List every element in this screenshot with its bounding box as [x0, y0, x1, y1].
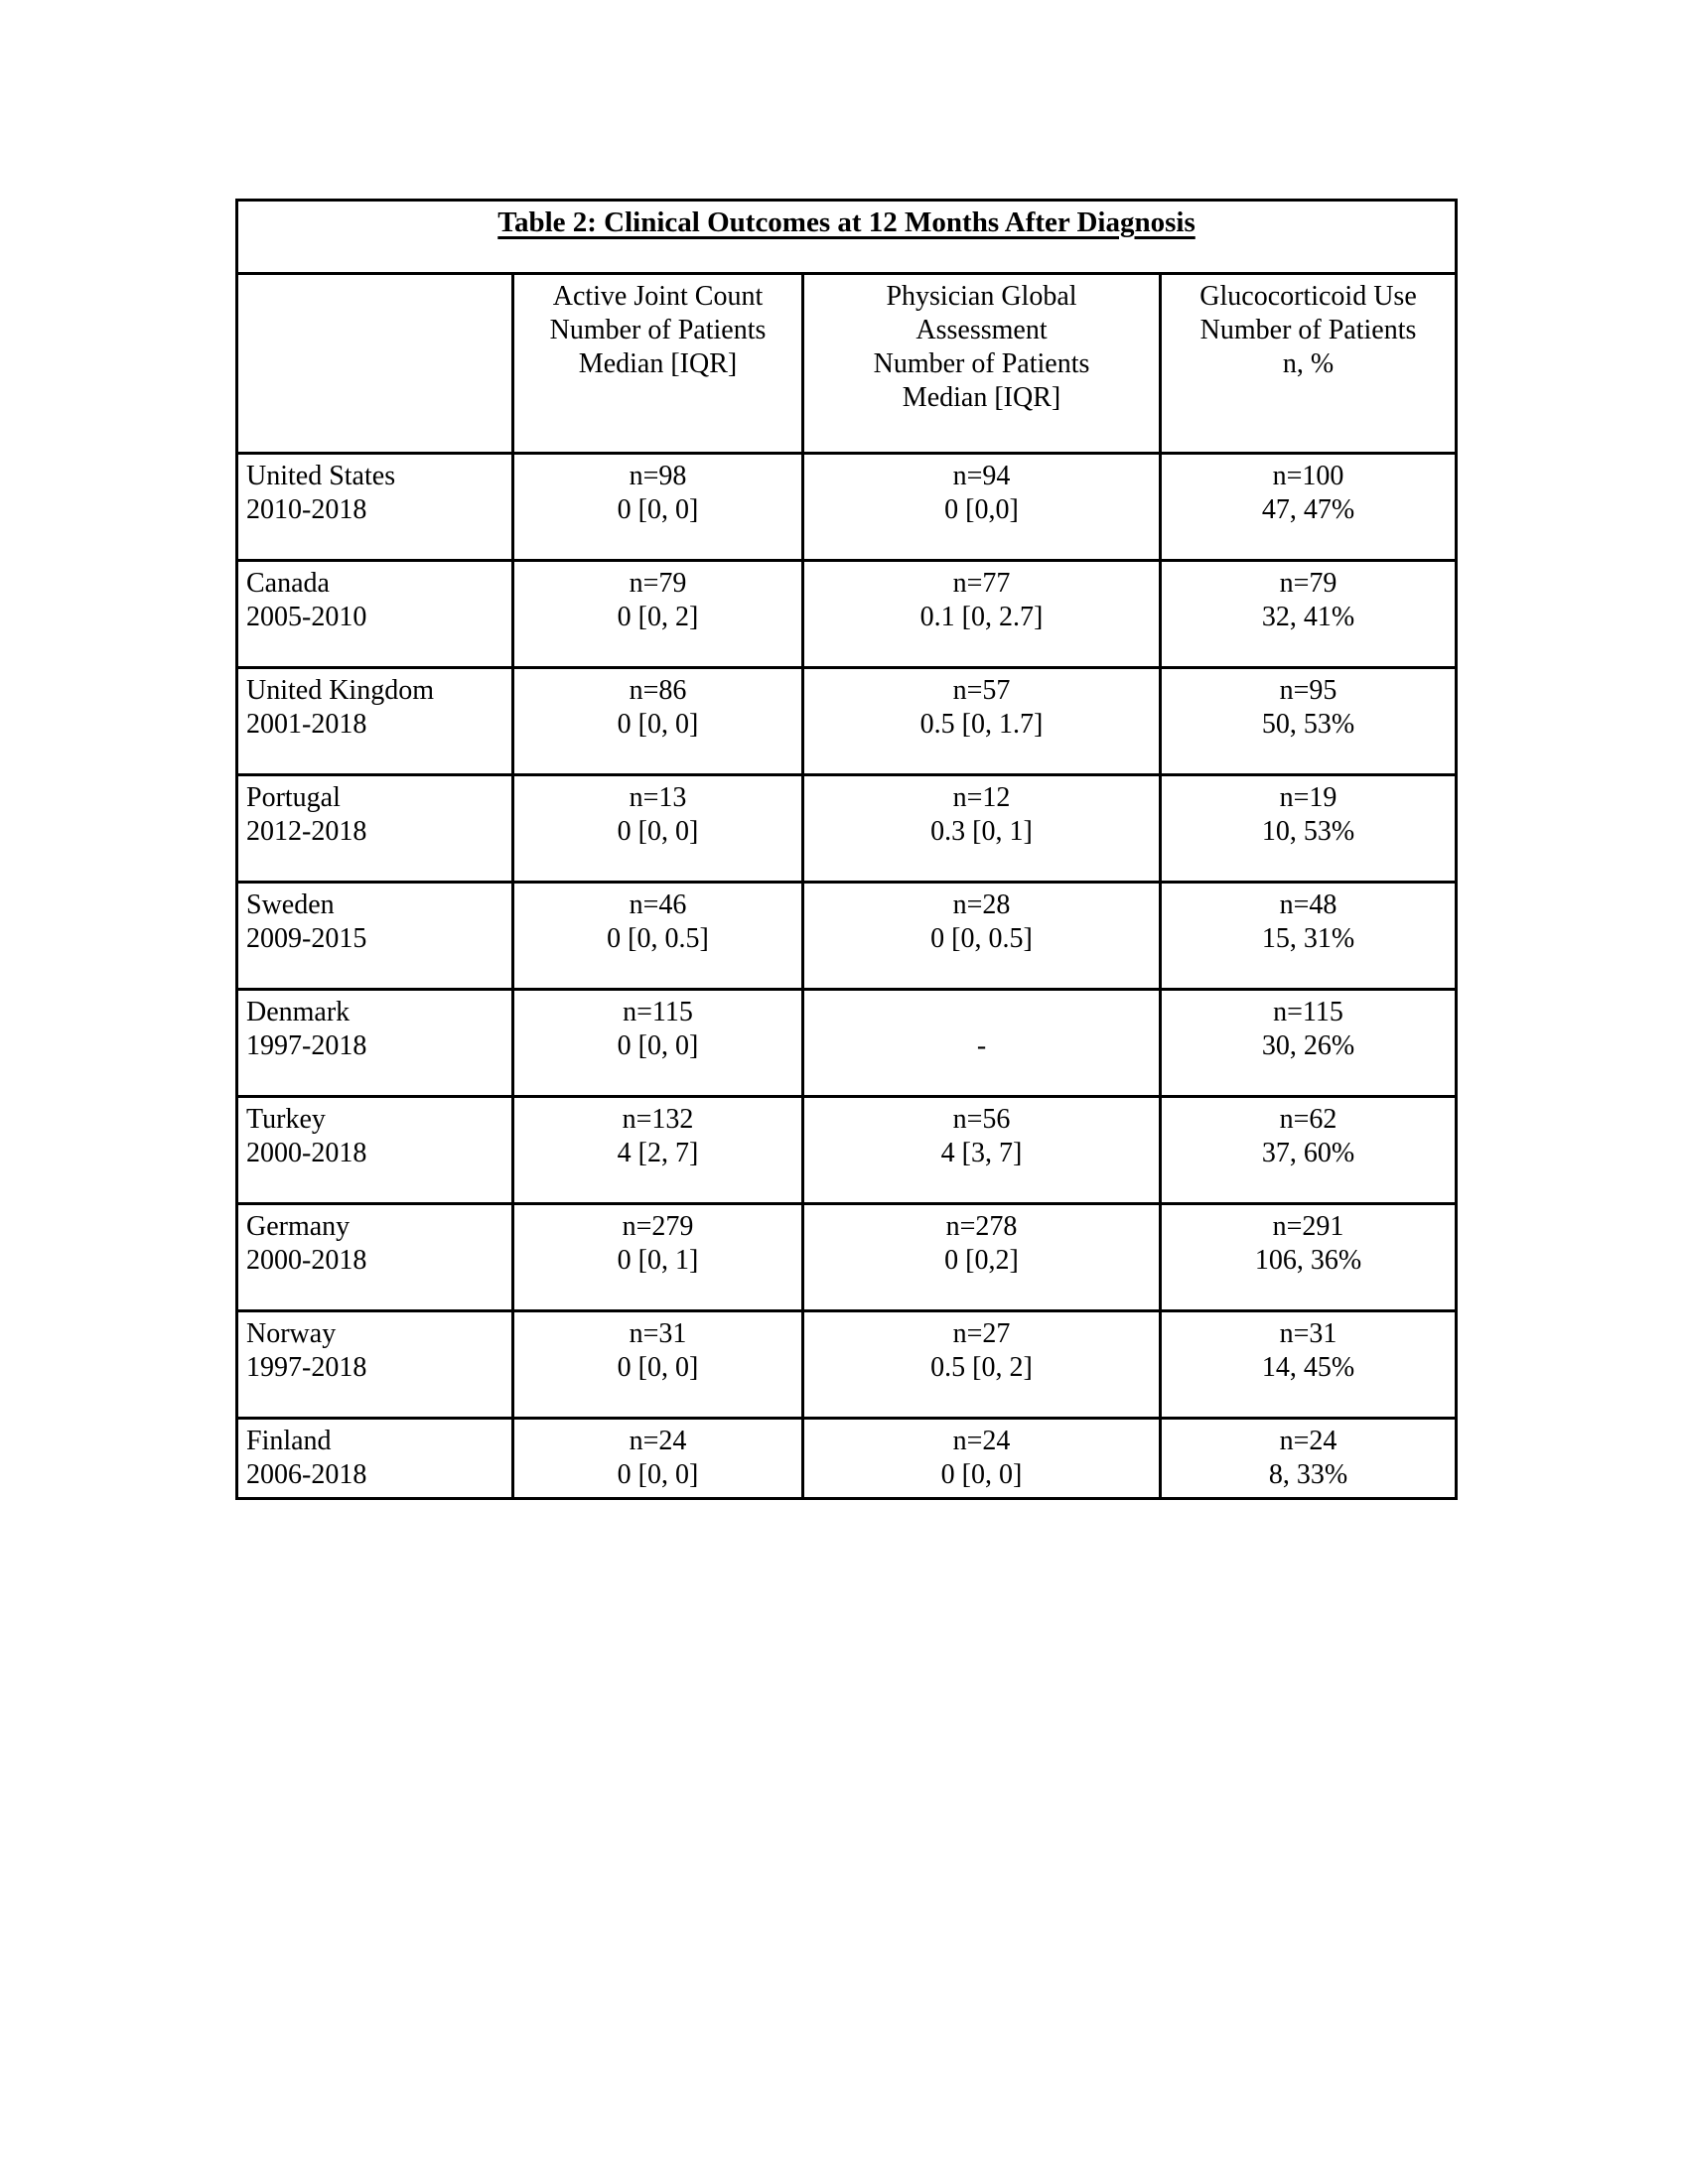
patient-count: n=31: [1279, 1318, 1337, 1349]
header-line: Physician Global: [886, 281, 1077, 312]
table-title-row: [237, 201, 1457, 274]
clinical-outcomes-table: [235, 199, 1458, 1500]
median-iqr: 0 [0, 0.5]: [930, 923, 1033, 954]
header-physician-global: [803, 274, 1161, 454]
country-years: 1997-2018: [246, 1352, 367, 1383]
active-joint-cell: [513, 1419, 803, 1499]
active-joint-cell: [513, 775, 803, 883]
patient-count: n=46: [629, 889, 687, 920]
active-joint-cell: [513, 668, 803, 775]
patient-count: n=115: [623, 997, 693, 1027]
country-cell: [237, 1419, 513, 1499]
median-iqr: 0 [0, 0]: [940, 1459, 1023, 1490]
header-line: Median [IQR]: [578, 348, 738, 379]
n-percent: 37, 60%: [1261, 1138, 1355, 1168]
patient-count: n=79: [629, 568, 687, 599]
header-active-joint-count: [513, 274, 803, 454]
physician-global-cell: [803, 1311, 1161, 1419]
table-row-finland: [237, 1419, 1457, 1499]
table-row-canada: [237, 561, 1457, 668]
header-line: Median [IQR]: [902, 382, 1061, 413]
active-joint-cell: [513, 883, 803, 990]
patient-count: n=79: [1279, 568, 1337, 599]
country-cell: [237, 775, 513, 883]
table-title: Table 2: Clinical Outcomes at 12 Months After Diagnosis: [497, 206, 1196, 238]
n-percent: 32, 41%: [1261, 602, 1355, 632]
glucocorticoid-cell: [1161, 1311, 1457, 1419]
patient-count: n=56: [952, 1104, 1011, 1135]
header-glucocorticoid-use: [1161, 274, 1457, 454]
country-name: Norway: [246, 1318, 337, 1349]
table-row-germany: [237, 1204, 1457, 1311]
country-cell: [237, 883, 513, 990]
header-line: Number of Patients: [549, 315, 767, 345]
patient-count: n=28: [952, 889, 1011, 920]
header-line: Number of Patients: [1199, 315, 1417, 345]
country-years: 2005-2010: [246, 602, 367, 632]
country-name: Finland: [246, 1426, 332, 1456]
glucocorticoid-cell: [1161, 1097, 1457, 1204]
median-iqr: 0.1 [0, 2.7]: [919, 602, 1044, 632]
median-iqr: 0 [0, 0]: [617, 1352, 699, 1383]
patient-count: n=115: [1273, 997, 1343, 1027]
header-line: n, %: [1282, 348, 1335, 379]
median-iqr: 0 [0, 0]: [617, 816, 699, 847]
country-name: United States: [246, 461, 396, 491]
median-iqr: 0 [0, 0.5]: [607, 923, 709, 954]
median-iqr: 4 [2, 7]: [617, 1138, 699, 1168]
header-empty-cell: [237, 274, 513, 454]
table-row-turkey: [237, 1097, 1457, 1204]
country-cell: [237, 454, 513, 561]
table-row-united-kingdom: [237, 668, 1457, 775]
n-percent: 50, 53%: [1261, 709, 1355, 740]
patient-count: n=24: [629, 1426, 687, 1456]
median-iqr: 0 [0,0]: [944, 494, 1019, 525]
patient-count: n=57: [952, 675, 1011, 706]
patient-count: n=100: [1272, 461, 1344, 491]
country-years: 2001-2018: [246, 709, 367, 740]
country-years: 2000-2018: [246, 1245, 367, 1276]
patient-count: n=95: [1279, 675, 1337, 706]
table-title-cell: [237, 201, 1457, 274]
glucocorticoid-cell: [1161, 561, 1457, 668]
n-percent: 8, 33%: [1268, 1459, 1348, 1490]
n-percent: 15, 31%: [1261, 923, 1355, 954]
patient-count: n=48: [1279, 889, 1337, 920]
table-row-denmark: [237, 990, 1457, 1097]
country-cell: [237, 1097, 513, 1204]
n-percent: 30, 26%: [1261, 1030, 1355, 1061]
active-joint-cell: [513, 1311, 803, 1419]
patient-count: [812, 996, 1151, 1029]
country-years: 2012-2018: [246, 816, 367, 847]
country-name: United Kingdom: [246, 675, 434, 706]
patient-count: n=24: [952, 1426, 1011, 1456]
country-name: Sweden: [246, 889, 335, 920]
table-row-norway: [237, 1311, 1457, 1419]
table-row-united-states: [237, 454, 1457, 561]
patient-count: n=27: [952, 1318, 1011, 1349]
glucocorticoid-cell: [1161, 990, 1457, 1097]
median-iqr: 0 [0, 0]: [617, 1030, 699, 1061]
patient-count: n=86: [629, 675, 687, 706]
n-percent: 106, 36%: [1254, 1245, 1362, 1276]
patient-count: n=19: [1279, 782, 1337, 813]
physician-global-cell: [803, 775, 1161, 883]
glucocorticoid-cell: [1161, 775, 1457, 883]
median-iqr: 0 [0, 2]: [617, 602, 699, 632]
n-percent: 47, 47%: [1261, 494, 1355, 525]
country-years: 2006-2018: [246, 1459, 367, 1490]
patient-count: n=278: [945, 1211, 1018, 1242]
header-line: Glucocorticoid Use: [1199, 281, 1417, 312]
median-iqr: 0.5 [0, 2]: [930, 1352, 1033, 1383]
patient-count: n=24: [1279, 1426, 1337, 1456]
patient-count: n=279: [622, 1211, 694, 1242]
patient-count: n=98: [629, 461, 687, 491]
glucocorticoid-cell: [1161, 668, 1457, 775]
country-cell: [237, 668, 513, 775]
patient-count: n=31: [629, 1318, 687, 1349]
header-line: Active Joint Count: [552, 281, 764, 312]
country-cell: [237, 1204, 513, 1311]
glucocorticoid-cell: [1161, 883, 1457, 990]
country-years: 2010-2018: [246, 494, 367, 525]
country-years: 2009-2015: [246, 923, 367, 954]
physician-global-cell: [803, 561, 1161, 668]
physician-global-cell: [803, 1097, 1161, 1204]
n-percent: 14, 45%: [1261, 1352, 1355, 1383]
header-line: Number of Patients: [873, 348, 1090, 379]
patient-count: n=62: [1279, 1104, 1337, 1135]
physician-global-cell: [803, 454, 1161, 561]
physician-global-cell: [803, 1419, 1161, 1499]
active-joint-cell: [513, 454, 803, 561]
glucocorticoid-cell: [1161, 454, 1457, 561]
table-header-row: [237, 274, 1457, 454]
active-joint-cell: [513, 561, 803, 668]
median-iqr: 0.3 [0, 1]: [930, 816, 1033, 847]
median-iqr: 0 [0, 0]: [617, 494, 699, 525]
country-name: Portugal: [246, 782, 341, 813]
patient-count: n=291: [1272, 1211, 1344, 1242]
patient-count: n=132: [622, 1104, 694, 1135]
active-joint-cell: [513, 1097, 803, 1204]
missing-value-dash: -: [976, 1030, 987, 1061]
active-joint-cell: [513, 1204, 803, 1311]
country-name: Denmark: [246, 997, 351, 1027]
median-iqr: 0.5 [0, 1.7]: [919, 709, 1044, 740]
country-name: Canada: [246, 568, 330, 599]
country-cell: [237, 1311, 513, 1419]
country-name: Turkey: [246, 1104, 326, 1135]
country-name: Germany: [246, 1211, 351, 1242]
patient-count: n=12: [952, 782, 1011, 813]
median-iqr: 0 [0, 0]: [617, 709, 699, 740]
physician-global-cell: [803, 1204, 1161, 1311]
table-row-portugal: [237, 775, 1457, 883]
median-iqr: 4 [3, 7]: [940, 1138, 1023, 1168]
glucocorticoid-cell: [1161, 1419, 1457, 1499]
physician-global-cell: [803, 990, 1161, 1097]
glucocorticoid-cell: [1161, 1204, 1457, 1311]
active-joint-cell: [513, 990, 803, 1097]
median-iqr: 0 [0,2]: [944, 1245, 1019, 1276]
n-percent: 10, 53%: [1261, 816, 1355, 847]
country-cell: [237, 561, 513, 668]
physician-global-cell: [803, 883, 1161, 990]
physician-global-cell: [803, 668, 1161, 775]
median-iqr: 0 [0, 1]: [617, 1245, 699, 1276]
country-years: 2000-2018: [246, 1138, 367, 1168]
country-years: 1997-2018: [246, 1030, 367, 1061]
header-line: Assessment: [915, 315, 1048, 345]
table-row-sweden: [237, 883, 1457, 990]
country-cell: [237, 990, 513, 1097]
patient-count: n=94: [952, 461, 1011, 491]
patient-count: n=77: [952, 568, 1011, 599]
patient-count: n=13: [629, 782, 687, 813]
median-iqr: 0 [0, 0]: [617, 1459, 699, 1490]
